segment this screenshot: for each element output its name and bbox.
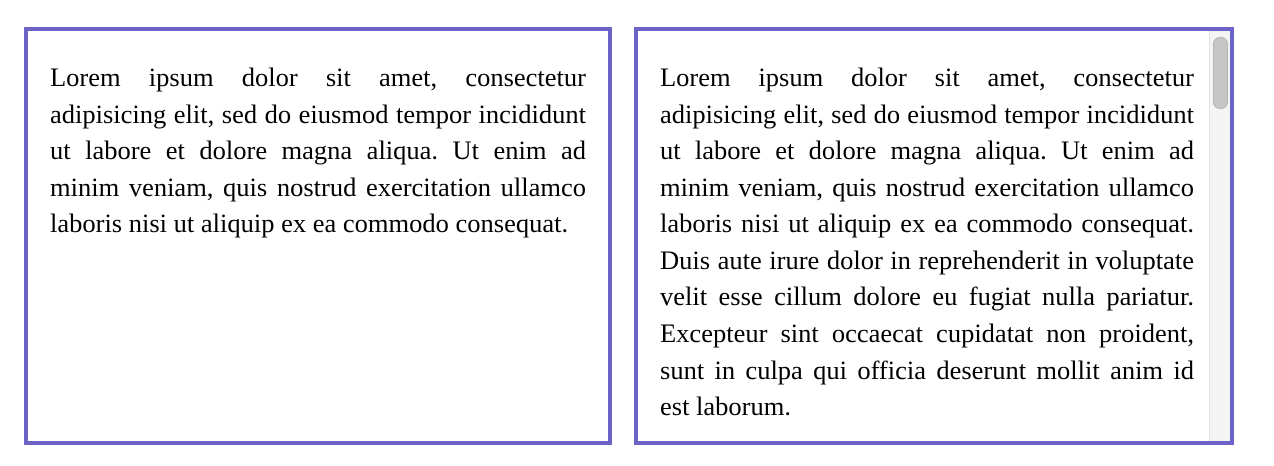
vertical-scrollbar[interactable]	[1209, 31, 1230, 441]
left-panel-paragraph: Lorem ipsum dolor sit amet, consectetur adipisicing elit, sed do eiusmod tempor incididunt ut labore et dolore magna aliqua. Ut enim ad minim veniam, quis nostrud exercitation ullamco laboris nisi ut aliquip ex ea commodo consequat.	[50, 62, 586, 239]
scrollbar-thumb[interactable]	[1213, 37, 1228, 109]
right-panel-paragraph: Lorem ipsum dolor sit amet, consectetur adipisicing elit, sed do eiusmod tempor incididunt ut labore et dolore magna aliqua. Ut enim ad minim veniam, quis nostrud exercitation ullamco laboris nisi ut aliquip ex ea commodo consequat. Duis aute irure dolor in reprehenderit in voluptate velit esse cillum dolore eu fugiat nulla pariatur. Excepteur sint occaecat cupidatat non proident, sunt in culpa qui officia deserunt mollit anim id est laborum.	[660, 62, 1194, 422]
right-text-panel[interactable]	[634, 27, 1234, 445]
left-text-panel	[24, 27, 612, 445]
